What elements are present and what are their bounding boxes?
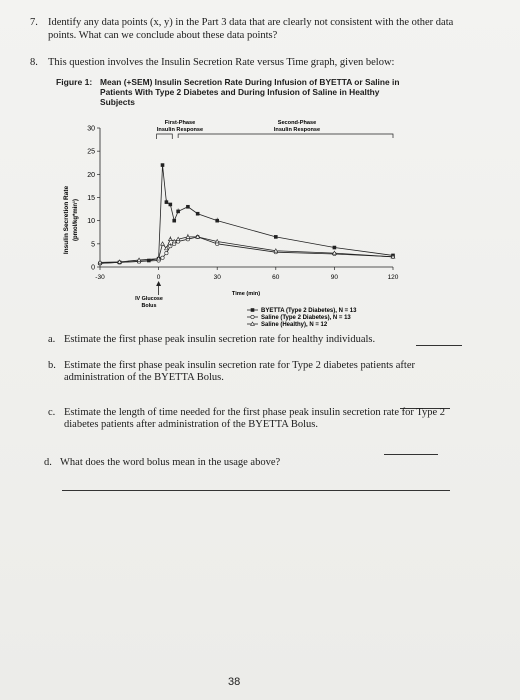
x-tick-label: 30: [213, 274, 221, 281]
x-tick-label: 0: [156, 274, 161, 281]
q8c-answer-line: [384, 454, 438, 455]
q8d-answer-line: [62, 490, 450, 491]
q7-number: 7.: [30, 17, 38, 28]
bolus-label-line2: Bolus: [141, 303, 157, 309]
figure-title-line3: Subjects: [100, 97, 135, 107]
xlabel: Time (min): [231, 291, 261, 297]
y-tick-label: 20: [87, 171, 95, 179]
series-line-0: [100, 165, 393, 263]
insulin-secretion-chart: [60, 110, 480, 335]
ylabel-line2: (pmol/kg*min¹): [73, 199, 79, 241]
legend-marker-byetta: [251, 308, 255, 312]
data-point-byetta: [333, 246, 337, 250]
q8c-letter: c.: [48, 407, 56, 418]
x-tick-label: 90: [330, 274, 339, 281]
q8a-answer-line: [416, 345, 462, 346]
chart-legend: [261, 308, 357, 328]
data-point-saline-healthy: [161, 242, 165, 245]
second-phase-label-line2: Insulin Response: [273, 127, 321, 133]
figure-title-line2: Patients With Type 2 Diabetes and During Infusion of Saline in Healthy: [100, 87, 380, 97]
y-tick-label: 15: [87, 195, 95, 202]
q8d-text: What does the word bolus mean in the usage above?: [60, 457, 281, 468]
figure-label: Figure 1:: [56, 77, 93, 87]
q8-text: This question involves the Insulin Secretion Rate versus Time graph, given below:: [48, 57, 395, 68]
q8-number: 8.: [30, 57, 38, 68]
legend-byetta: BYETTA (Type 2 Diabetes), N = 13: [261, 308, 357, 314]
data-point-byetta: [172, 219, 176, 223]
second-phase-label-line1: Second-Phase: [277, 120, 317, 126]
legend-saline-t2d: Saline (Type 2 Diabetes), N = 13: [261, 315, 351, 321]
page-number: 38: [228, 676, 241, 688]
x-tick-label: 60: [272, 274, 280, 281]
data-point-saline-healthy: [172, 240, 176, 243]
bolus-arrow-head: [156, 281, 161, 286]
second-phase-bracket: [178, 134, 393, 138]
data-point-byetta: [274, 235, 278, 239]
q8a-letter: a.: [48, 334, 56, 345]
ylabel-line1: Insulin Secretion Rate: [63, 185, 70, 255]
q8c-text-line2: diabetes patients after administration of the BYETTA Bolus.: [64, 419, 319, 430]
figure-title-line1: Mean (+SEM) Insulin Secretion Rate During Infusion of BYETTA or Saline in: [100, 77, 400, 87]
legend-marker-saline-t2d: [251, 315, 254, 318]
first-phase-label-line2: Insulin Response: [156, 127, 204, 133]
q8b-text-line2: administration of the BYETTA Bolus.: [64, 372, 224, 383]
y-tick-label: 0: [91, 264, 95, 272]
first-phase-bracket: [157, 134, 173, 139]
q8d-letter: d.: [44, 457, 52, 468]
legend-saline-healthy: Saline (Healthy), N = 12: [261, 322, 328, 328]
y-tick-label: 5: [91, 241, 95, 249]
data-point-saline-t2d: [161, 256, 164, 259]
bolus-label-line1: IV Glucose: [135, 296, 163, 302]
first-phase-label-line1: First-Phase: [164, 120, 196, 126]
x-tick-label: 120: [387, 274, 399, 281]
x-tick-label: -30: [95, 274, 105, 281]
data-point-saline-t2d: [165, 251, 168, 254]
q8b-letter: b.: [48, 360, 56, 371]
data-point-byetta: [196, 212, 200, 216]
data-point-byetta: [169, 203, 173, 207]
q8a-text: Estimate the first phase peak insulin secretion rate for healthy individuals.: [64, 334, 376, 345]
q8c-text-line1: Estimate the length of time needed for the first phase peak insulin secretion rate for Type 2: [64, 407, 446, 418]
data-point-byetta: [186, 205, 190, 209]
y-tick-label: 30: [87, 125, 95, 133]
data-point-byetta: [161, 163, 165, 167]
q8b-text-line1: Estimate the first phase peak insulin secretion rate for Type 2 diabetes patients after: [64, 360, 415, 371]
y-tick-label: 10: [87, 218, 95, 226]
q7-text-line2: points. What can we conclude about these data points?: [48, 30, 278, 41]
y-tick-label: 25: [87, 148, 95, 156]
q7-text-line1: Identify any data points (x, y) in the Part 3 data that are clearly not consistent with the other data: [48, 17, 454, 28]
